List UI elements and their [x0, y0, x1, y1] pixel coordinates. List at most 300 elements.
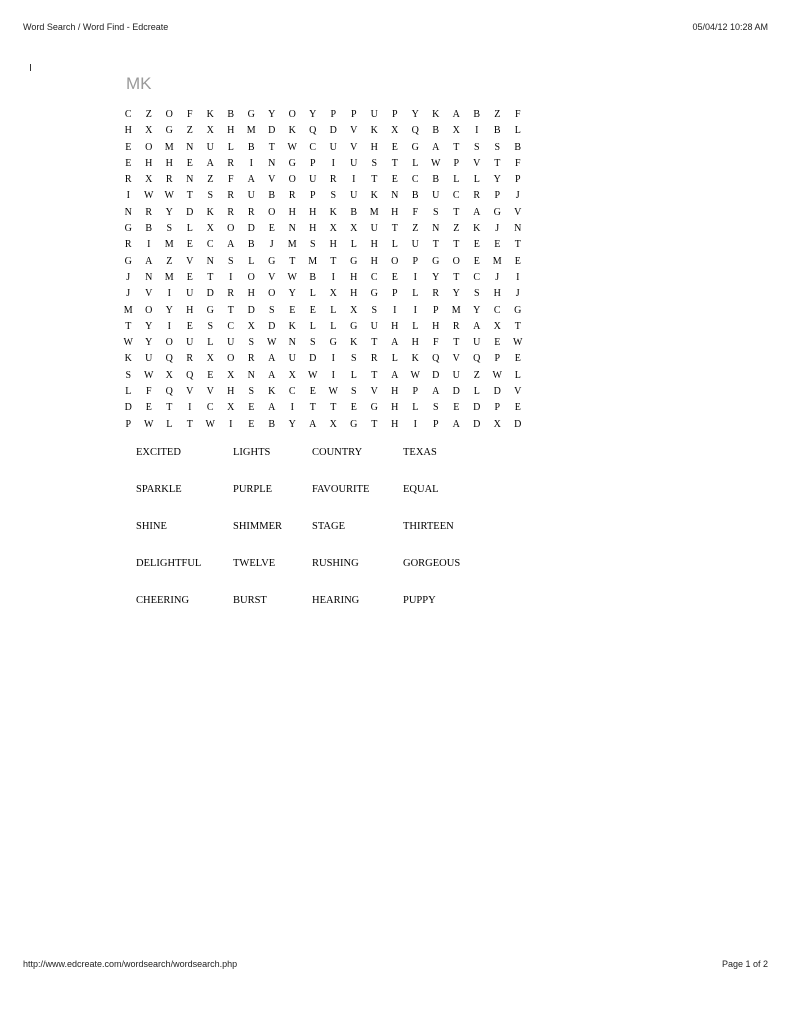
grid-cell: R: [473, 190, 481, 202]
grid-cell: U: [186, 288, 194, 300]
grid-cell: W: [144, 418, 154, 430]
grid-cell: C: [288, 386, 296, 398]
grid-cell: V: [145, 288, 153, 300]
grid-cell: J: [515, 288, 520, 300]
grid-cell: P: [412, 386, 419, 398]
grid-cell: L: [309, 320, 316, 332]
grid-cell: B: [247, 141, 255, 153]
grid-cell: I: [229, 271, 233, 283]
grid-cell: S: [309, 239, 316, 251]
grid-cell: U: [350, 190, 358, 202]
grid-cell: U: [370, 320, 378, 332]
grid-cell: I: [331, 353, 335, 365]
grid-cell: T: [227, 304, 234, 316]
grid-cell: L: [125, 386, 132, 398]
grid-cell: E: [473, 239, 480, 251]
grid-cell: I: [352, 174, 356, 186]
grid-cell: P: [350, 109, 357, 120]
grid-cell: G: [165, 125, 173, 137]
grid-cell: M: [308, 255, 318, 267]
grid-cell: O: [247, 271, 255, 283]
grid-cell: B: [432, 125, 440, 137]
grid-cell: E: [186, 157, 193, 169]
grid-cell: E: [391, 141, 398, 153]
grid-cell: D: [247, 304, 255, 316]
word-list-row: [136, 446, 503, 483]
grid-row: [118, 156, 528, 172]
word-item: CHEERING: [136, 595, 190, 606]
grid-cell: T: [330, 402, 337, 414]
grid-cell: Y: [165, 304, 173, 316]
grid-cell: T: [268, 141, 275, 153]
grid-cell: P: [514, 174, 521, 186]
grid-cell: M: [164, 271, 174, 283]
grid-cell: F: [432, 337, 439, 349]
grid-cell: U: [186, 337, 194, 349]
grid-cell: T: [289, 255, 296, 267]
grid-cell: H: [309, 223, 317, 235]
grid-cell: A: [473, 320, 481, 332]
word-item: RUSHING: [312, 558, 359, 569]
grid-cell: Q: [432, 353, 440, 365]
grid-cell: X: [145, 174, 153, 186]
grid-cell: M: [492, 255, 502, 267]
grid-cell: D: [473, 418, 481, 430]
grid-row: [118, 123, 528, 139]
grid-cell: X: [206, 125, 214, 137]
grid-cell: K: [411, 353, 419, 365]
grid-cell: A: [391, 369, 399, 381]
grid-cell: D: [268, 320, 276, 332]
grid-row: [118, 400, 528, 416]
grid-cell: A: [206, 157, 214, 169]
word-item: BURST: [233, 595, 267, 606]
grid-cell: I: [290, 402, 294, 414]
grid-cell: Q: [473, 353, 481, 365]
grid-cell: W: [287, 271, 297, 283]
grid-cell: S: [248, 386, 255, 398]
grid-cell: V: [268, 174, 276, 186]
grid-cell: Q: [411, 125, 419, 137]
grid-cell: H: [391, 418, 399, 430]
grid-cell: E: [248, 418, 255, 430]
grid-cell: H: [124, 125, 132, 137]
grid-cell: L: [350, 239, 357, 251]
grid-cell: B: [473, 109, 481, 120]
grid-cell: X: [329, 223, 337, 235]
grid-cell: B: [514, 141, 522, 153]
word-item: PUPPY: [403, 595, 436, 606]
grid-cell: V: [268, 271, 276, 283]
grid-cell: H: [370, 255, 378, 267]
grid-cell: I: [147, 239, 151, 251]
grid-cell: V: [452, 353, 460, 365]
grid-cell: B: [227, 109, 235, 120]
grid-cell: K: [473, 223, 481, 235]
grid-cell: O: [452, 255, 460, 267]
grid-cell: T: [391, 223, 398, 235]
grid-cell: D: [206, 288, 214, 300]
grid-cell: M: [369, 206, 379, 218]
grid-cell: H: [391, 206, 399, 218]
grid-cell: E: [186, 271, 193, 283]
grid-row: [118, 335, 528, 351]
grid-cell: Z: [473, 369, 480, 381]
grid-cell: Y: [268, 109, 276, 120]
grid-cell: Y: [288, 288, 296, 300]
grid-cell: B: [493, 125, 501, 137]
grid-cell: V: [186, 255, 194, 267]
grid-cell: M: [123, 304, 133, 316]
word-item: SHIMMER: [233, 521, 283, 532]
grid-cell: C: [124, 109, 132, 120]
word-item: EXCITED: [136, 447, 181, 458]
grid-cell: P: [391, 288, 398, 300]
grid-cell: L: [473, 174, 480, 186]
grid-cell: K: [329, 206, 337, 218]
grid-row: [118, 205, 528, 221]
grid-cell: T: [166, 402, 173, 414]
grid-cell: U: [432, 190, 440, 202]
grid-cell: R: [452, 320, 460, 332]
grid-cell: K: [370, 190, 378, 202]
grid-row: [118, 221, 528, 237]
grid-cell: X: [452, 125, 460, 137]
grid-row: [118, 303, 528, 319]
grid-cell: G: [493, 206, 501, 218]
grid-cell: Y: [473, 304, 481, 316]
grid-cell: S: [473, 288, 480, 300]
grid-cell: G: [411, 141, 419, 153]
grid-cell: C: [370, 271, 378, 283]
grid-cell: I: [331, 369, 335, 381]
grid-cell: P: [391, 109, 398, 120]
grid-cell: P: [494, 402, 501, 414]
grid-cell: A: [391, 337, 399, 349]
grid-cell: B: [432, 174, 440, 186]
grid-cell: N: [186, 174, 194, 186]
grid-row: [118, 254, 528, 270]
grid-cell: C: [473, 271, 481, 283]
grid-cell: K: [288, 320, 296, 332]
grid-cell: I: [413, 304, 417, 316]
grid-cell: H: [391, 402, 399, 414]
grid-cell: F: [514, 157, 521, 169]
grid-cell: P: [494, 353, 501, 365]
grid-cell: W: [308, 369, 318, 381]
grid-cell: Z: [186, 125, 193, 137]
grid-cell: C: [452, 190, 460, 202]
grid-cell: T: [453, 141, 460, 153]
grid-cell: G: [124, 223, 132, 235]
grid-cell: M: [164, 239, 174, 251]
grid-cell: Z: [412, 223, 419, 235]
grid-cell: J: [495, 271, 500, 283]
grid-cell: L: [350, 369, 357, 381]
grid-cell: P: [412, 255, 419, 267]
grid-cell: D: [186, 206, 194, 218]
grid-cell: F: [186, 109, 193, 120]
grid-cell: U: [309, 174, 317, 186]
grid-cell: X: [165, 369, 173, 381]
grid-cell: C: [309, 141, 317, 153]
grid-cell: G: [124, 255, 132, 267]
word-item: TEXAS: [403, 447, 437, 458]
grid-cell: T: [371, 369, 378, 381]
grid-cell: N: [288, 223, 296, 235]
grid-cell: T: [309, 402, 316, 414]
grid-cell: K: [288, 125, 296, 137]
grid-cell: S: [350, 353, 357, 365]
grid-row: [118, 319, 528, 335]
grid-cell: E: [494, 337, 501, 349]
grid-cell: C: [493, 304, 501, 316]
grid-cell: B: [268, 418, 276, 430]
grid-cell: X: [350, 223, 358, 235]
grid-cell: E: [186, 320, 193, 332]
word-list-row: [136, 520, 503, 557]
grid-row: [118, 237, 528, 253]
grid-cell: H: [391, 320, 399, 332]
grid-cell: E: [514, 353, 521, 365]
grid-cell: B: [411, 190, 419, 202]
grid-cell: L: [330, 304, 337, 316]
grid-cell: S: [494, 141, 501, 153]
grid-cell: E: [248, 402, 255, 414]
print-page-number: Page 1 of 2: [721, 959, 768, 969]
grid-cell: X: [350, 304, 358, 316]
print-page-title: Word Search / Word Find - Edcreate: [23, 22, 169, 32]
grid-cell: B: [350, 206, 358, 218]
grid-cell: J: [269, 239, 274, 251]
grid-cell: T: [125, 320, 132, 332]
grid-cell: E: [514, 255, 521, 267]
print-datetime: 05/04/12 10:28 AM: [692, 22, 768, 32]
grid-cell: H: [165, 157, 173, 169]
grid-cell: Q: [309, 125, 317, 137]
grid-cell: I: [413, 418, 417, 430]
grid-cell: N: [432, 223, 440, 235]
grid-cell: S: [432, 206, 439, 218]
grid-cell: O: [288, 174, 296, 186]
grid-cell: K: [370, 125, 378, 137]
grid-cell: Y: [411, 109, 419, 120]
word-item: STAGE: [312, 521, 345, 532]
word-item: PURPLE: [233, 484, 273, 495]
grid-cell: T: [514, 320, 521, 332]
grid-cell: X: [329, 418, 337, 430]
word-item: COUNTRY: [312, 447, 363, 458]
word-item: SPARKLE: [136, 484, 182, 495]
grid-cell: T: [432, 239, 439, 251]
grid-cell: H: [411, 337, 419, 349]
grid-cell: L: [227, 141, 234, 153]
word-item: DELIGHTFUL: [136, 558, 202, 569]
grid-cell: F: [514, 109, 521, 120]
grid-cell: J: [126, 288, 131, 300]
grid-cell: L: [412, 320, 419, 332]
grid-cell: L: [514, 369, 521, 381]
grid-cell: P: [309, 157, 316, 169]
grid-cell: I: [167, 288, 171, 300]
word-item: GORGEOUS: [403, 558, 461, 569]
grid-cell: G: [350, 320, 358, 332]
grid-cell: L: [166, 418, 173, 430]
grid-cell: T: [453, 239, 460, 251]
grid-row: [118, 351, 528, 367]
grid-cell: L: [186, 223, 193, 235]
grid-cell: O: [268, 288, 276, 300]
grid-cell: K: [268, 386, 276, 398]
grid-cell: H: [309, 206, 317, 218]
grid-cell: A: [145, 255, 153, 267]
grid-cell: E: [207, 369, 214, 381]
grid-cell: H: [493, 288, 501, 300]
grid-cell: P: [453, 157, 460, 169]
grid-cell: T: [514, 239, 521, 251]
grid-cell: I: [249, 157, 253, 169]
grid-cell: O: [145, 304, 153, 316]
grid-cell: R: [145, 206, 153, 218]
grid-cell: D: [329, 125, 337, 137]
grid-cell: N: [206, 255, 214, 267]
grid-cell: Y: [309, 109, 317, 120]
grid-cell: I: [393, 304, 397, 316]
grid-cell: L: [248, 255, 255, 267]
grid-cell: D: [473, 402, 481, 414]
grid-cell: N: [124, 206, 132, 218]
grid-cell: U: [247, 190, 255, 202]
grid-cell: A: [247, 174, 255, 186]
grid-cell: T: [453, 206, 460, 218]
grid-cell: R: [227, 288, 235, 300]
grid-cell: H: [391, 386, 399, 398]
grid-cell: W: [123, 337, 133, 349]
grid-cell: H: [432, 320, 440, 332]
grid-cell: J: [126, 271, 131, 283]
grid-cell: T: [371, 337, 378, 349]
grid-cell: D: [514, 418, 522, 430]
grid-cell: L: [473, 386, 480, 398]
grid-cell: C: [227, 320, 235, 332]
grid-cell: R: [227, 157, 235, 169]
grid-cell: Y: [165, 206, 173, 218]
grid-cell: M: [287, 239, 297, 251]
grid-cell: I: [475, 125, 479, 137]
grid-cell: C: [206, 239, 214, 251]
grid-cell: H: [370, 239, 378, 251]
grid-cell: U: [329, 141, 337, 153]
word-item: EQUAL: [403, 484, 439, 495]
word-list-row: [136, 594, 503, 631]
grid-cell: S: [268, 304, 275, 316]
grid-cell: Y: [452, 288, 460, 300]
word-item: TWELVE: [233, 558, 276, 569]
grid-cell: E: [125, 141, 132, 153]
grid-cell: B: [268, 190, 276, 202]
print-url: http://www.edcreate.com/wordsearch/wordsearch.php: [23, 959, 238, 969]
grid-cell: I: [331, 157, 335, 169]
grid-cell: G: [350, 418, 358, 430]
grid-cell: R: [186, 353, 194, 365]
grid-cell: W: [287, 141, 297, 153]
grid-cell: H: [145, 157, 153, 169]
grid-cell: R: [370, 353, 378, 365]
grid-cell: U: [206, 141, 214, 153]
grid-cell: O: [391, 255, 399, 267]
grid-cell: H: [329, 239, 337, 251]
grid-cell: E: [145, 402, 152, 414]
grid-cell: X: [247, 320, 255, 332]
grid-cell: L: [412, 402, 419, 414]
grid-cell: R: [432, 288, 440, 300]
grid-cell: T: [207, 271, 214, 283]
grid-cell: T: [186, 418, 193, 430]
grid-cell: K: [432, 109, 440, 120]
grid-cell: S: [248, 337, 255, 349]
grid-cell: T: [453, 337, 460, 349]
grid-cell: E: [514, 402, 521, 414]
grid-cell: A: [432, 141, 440, 153]
grid-cell: P: [125, 418, 132, 430]
grid-cell: H: [227, 386, 235, 398]
grid-cell: V: [514, 386, 522, 398]
grid-cell: G: [268, 255, 276, 267]
grid-cell: Q: [165, 353, 173, 365]
word-item: SHINE: [136, 521, 167, 532]
grid-cell: W: [144, 190, 154, 202]
word-item: FAVOURITE: [312, 484, 370, 495]
grid-cell: L: [330, 320, 337, 332]
grid-cell: H: [186, 304, 194, 316]
grid-cell: U: [473, 337, 481, 349]
grid-row: [118, 107, 528, 123]
grid-cell: X: [227, 402, 235, 414]
grid-cell: Q: [165, 386, 173, 398]
grid-cell: H: [247, 288, 255, 300]
grid-cell: O: [227, 353, 235, 365]
grid-cell: X: [391, 125, 399, 137]
grid-cell: A: [227, 239, 235, 251]
grid-cell: V: [473, 157, 481, 169]
grid-cell: A: [268, 353, 276, 365]
grid-cell: F: [227, 174, 234, 186]
grid-cell: Y: [145, 337, 153, 349]
grid-cell: W: [410, 369, 420, 381]
grid-row: [118, 286, 528, 302]
grid-cell: X: [206, 223, 214, 235]
grid-row: [118, 384, 528, 400]
grid-cell: X: [227, 369, 235, 381]
grid-cell: P: [432, 418, 439, 430]
grid-cell: E: [186, 239, 193, 251]
grid-cell: E: [473, 255, 480, 267]
grid-cell: K: [124, 353, 132, 365]
grid-cell: F: [412, 206, 419, 218]
grid-cell: G: [514, 304, 522, 316]
grid-cell: S: [309, 337, 316, 349]
grid-cell: T: [453, 271, 460, 283]
grid-cell: W: [144, 369, 154, 381]
grid-cell: G: [370, 288, 378, 300]
grid-cell: A: [432, 386, 440, 398]
grid-cell: Y: [145, 320, 153, 332]
grid-cell: U: [350, 157, 358, 169]
grid-cell: I: [413, 271, 417, 283]
grid-cell: W: [328, 386, 338, 398]
grid-cell: P: [330, 109, 337, 120]
word-item: THIRTEEN: [403, 521, 454, 532]
